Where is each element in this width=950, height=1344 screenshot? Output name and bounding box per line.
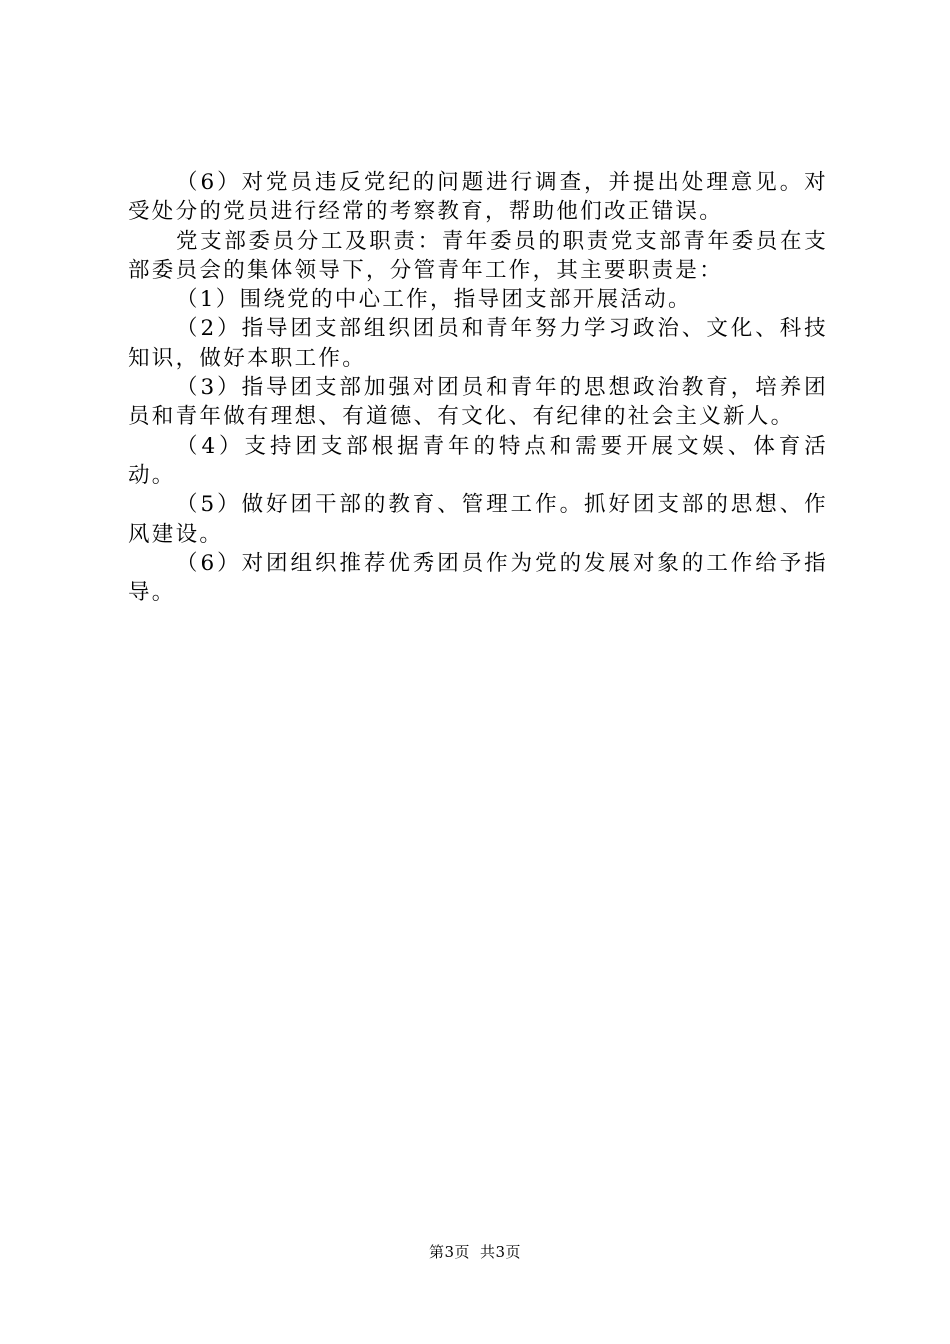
page-footer xyxy=(0,1242,950,1262)
paragraph-youth-duty-4: （4）支持团支部根据青年的特点和需要开展文娱、体育活动。 xyxy=(128,433,828,488)
paragraph-youth-duty-5: （5）做好团干部的教育、管理工作。抓好团支部的思想、作风建设。 xyxy=(128,492,828,547)
paragraph-youth-duty-2: （2）指导团支部组织团员和青年努力学习政治、文化、科技知识，做好本职工作。 xyxy=(128,316,828,371)
paragraph-supervision-duty: （6）对党员违反党纪的问题进行调查，并提出处理意见。对受处分的党员进行经常的考察教育，帮助他们改正错误。 xyxy=(128,170,828,225)
document-body xyxy=(128,168,828,607)
paragraph-youth-committee-intro: 党支部委员分工及职责：青年委员的职责党支部青年委员在支部委员会的集体领导下，分管青年工作，其主要职责是： xyxy=(128,228,828,283)
paragraph-youth-duty-6: （6）对团组织推荐优秀团员作为党的发展对象的工作给予指导。 xyxy=(128,550,828,606)
paragraph-youth-duty-1: （1）围绕党的中心工作，指导团支部开展活动。 xyxy=(176,287,692,313)
page-number-total: 共3页 xyxy=(480,1243,522,1261)
page-number-current: 第3页 xyxy=(428,1243,470,1261)
paragraph-youth-duty-3: （3）指导团支部加强对团员和青年的思想政治教育，培养团员和青年做有理想、有道德、有文化、有纪律的社会主义新人。 xyxy=(128,375,828,430)
